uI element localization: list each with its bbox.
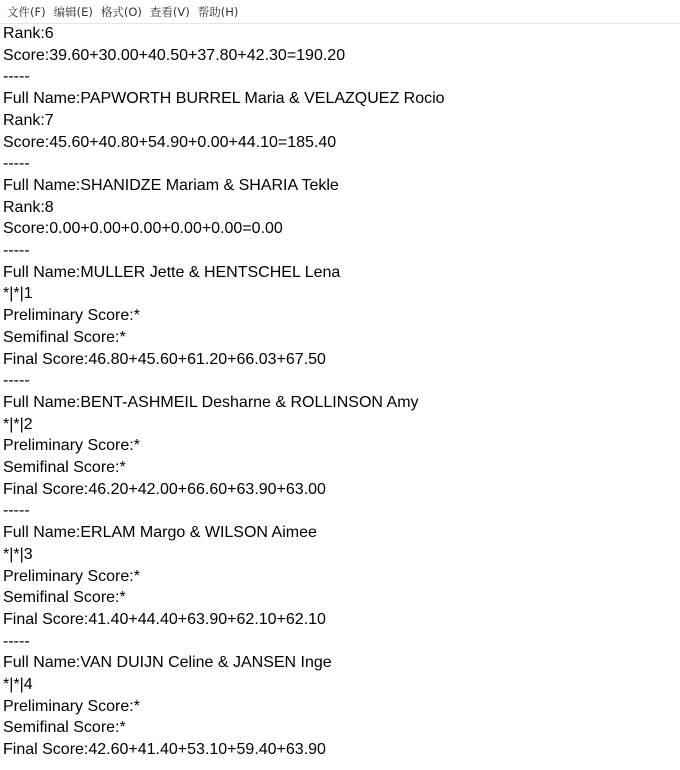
text-line: ----- bbox=[3, 502, 30, 520]
text-line: Semifinal Score:* bbox=[3, 589, 126, 607]
text-line: Rank:7 bbox=[3, 111, 54, 129]
menu-bar bbox=[0, 0, 680, 24]
text-line: Preliminary Score:* bbox=[3, 567, 140, 585]
text-line: Full Name:MULLER Jette & HENTSCHEL Lena bbox=[3, 263, 341, 281]
menu-format[interactable]: 格式(O) bbox=[100, 4, 142, 19]
text-line: *|*|4 bbox=[3, 676, 33, 693]
text-line: Score:0.00+0.00+0.00+0.00+0.00=0.00 bbox=[3, 220, 283, 238]
text-line: ----- bbox=[3, 372, 30, 390]
text-line: Full Name:SHANIDZE Mariam & SHARIA Tekle bbox=[3, 176, 339, 194]
text-line: Preliminary Score:* bbox=[3, 697, 140, 715]
text-line: *|*|1 bbox=[3, 285, 33, 303]
text-line: Rank:8 bbox=[3, 198, 54, 216]
text-line: Full Name:PAPWORTH BURREL Maria & VELAZQUEZ Rocio bbox=[3, 90, 445, 108]
text-line: Score:45.60+40.80+54.90+0.00+44.10=185.40 bbox=[3, 133, 337, 151]
text-line: Final Score:46.80+45.60+61.20+66.03+67.50 bbox=[3, 350, 326, 368]
menu-file[interactable]: 文件(F) bbox=[7, 4, 46, 19]
menu-view[interactable]: 查看(V) bbox=[149, 4, 190, 19]
text-line: Score:39.60+30.00+40.50+37.80+42.30=190.20 bbox=[3, 46, 346, 64]
text-line: Final Score:41.40+44.40+63.90+62.10+62.10 bbox=[3, 610, 326, 628]
text-line: Semifinal Score:* bbox=[3, 459, 126, 476]
text-line: Full Name:VAN DUIJN Celine & JANSEN Inge bbox=[3, 654, 332, 672]
text-line: *|*|3 bbox=[3, 545, 33, 563]
text-line: Semifinal Score:* bbox=[3, 719, 126, 737]
text-line: ----- bbox=[3, 632, 30, 650]
text-line: ----- bbox=[3, 68, 30, 86]
menu-help[interactable]: 帮助(H) bbox=[197, 4, 239, 19]
text-line: ----- bbox=[3, 242, 30, 259]
text-line: Semifinal Score:* bbox=[3, 328, 126, 346]
text-editor-area[interactable] bbox=[0, 24, 680, 770]
text-line: Preliminary Score:* bbox=[3, 307, 140, 325]
text-line: Full Name:ERLAM Margo & WILSON Aimee bbox=[3, 524, 317, 542]
text-line: ----- bbox=[3, 155, 30, 173]
text-line: Full Name:BENT-ASHMEIL Desharne & ROLLINSON Amy bbox=[3, 393, 419, 411]
text-line: Final Score:46.20+42.00+66.60+63.90+63.00 bbox=[3, 480, 326, 498]
menu-edit[interactable]: 编辑(E) bbox=[53, 4, 93, 19]
text-line: Preliminary Score:* bbox=[3, 437, 140, 455]
text-line: *|*|2 bbox=[3, 415, 33, 433]
text-line: Rank:6 bbox=[3, 25, 54, 42]
text-line: Final Score:42.60+41.40+53.10+59.40+63.90 bbox=[3, 741, 326, 759]
